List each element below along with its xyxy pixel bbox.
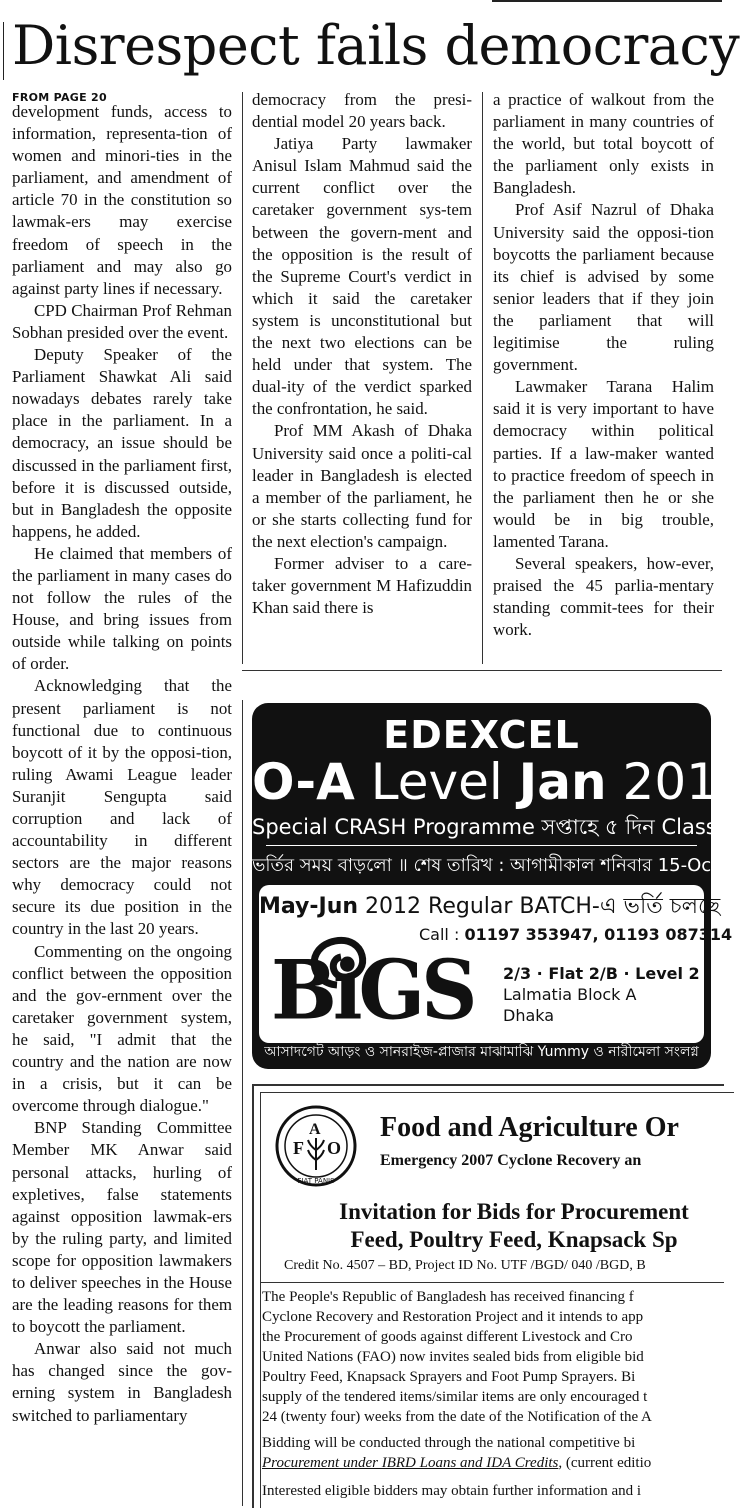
paragraph: Jatiya Party lawmaker Anisul Islam Mahmud said the current conflict over the caretaker government sys-tem between the govern-ment and the opposition is the result of the Supreme Court's verdict in which it said the caretaker system is unconstitutional but the next two elections can be held under that system. The dual-ity of the verdict sparked the confrontation, he said. — [252, 134, 472, 419]
continuation-kicker: FROM PAGE 20 — [12, 91, 107, 104]
article-column-1 — [12, 101, 232, 1427]
ad-phone: Call : 01197 353947, 01193 087314 — [419, 925, 733, 944]
ad-white-panel — [259, 885, 733, 1043]
body-line: Cyclone Recovery and Restoration Project and it intends to app — [262, 1309, 644, 1325]
body-line: United Nations (FAO) now invites sealed bids from eligible bid — [262, 1349, 644, 1365]
fao-project-name: Emergency 2007 Cyclone Recovery an — [380, 1152, 642, 1169]
fao-bid-notice — [252, 1084, 724, 1508]
ad-location-footer: আসাদগেট আড়ং ও সানরাইজ-প্লাজার মাঝামাঝি Yummy ও নারীমেলা সংলগ্ন — [264, 1044, 699, 1060]
column-rule — [242, 700, 243, 1506]
headline: Disrespect fails democracy — [12, 14, 740, 77]
paragraph: democracy from the presi-dential model 20 years back. — [252, 90, 472, 132]
svg-text:F: F — [293, 1138, 304, 1158]
body-line: The People's Republic of Bangladesh has received financing f — [262, 1289, 634, 1305]
fao-notice-body — [262, 1287, 742, 1501]
paragraph: Anwar also said not much has changed since the gov-erning system in Bangladesh switched to parliamentary — [12, 1339, 232, 1425]
ad-address: 2/3 · Flat 2/B · Level 2 Lalmatia Block A Dhaka — [503, 964, 700, 1025]
fao-logo-icon — [274, 1104, 358, 1188]
body-line: supply of the tendered items/similar items are only encouraged t — [262, 1389, 648, 1405]
edexcel-advertisement — [252, 703, 750, 1069]
fao-notice-title: Invitation for Bids for Procurement Feed, Poultry Feed, Knapsack Sp — [339, 1199, 689, 1252]
paragraph: CPD Chairman Prof Rehman Sobhan presided over the event. — [12, 300, 232, 342]
paragraph: Commenting on the ongoing conflict between the opposition and the gov-ernment over the caretaker government system, he said, "I admit that the country and the nation are now in a crisis, but it can be overcome through dialogue." — [12, 941, 232, 1116]
ad-batch-line: May-Jun 2012 Regular BATCH-এ ভর্তি চলছে — [259, 894, 721, 919]
column-rule — [242, 92, 243, 664]
body-line: 24 (twenty four) weeks from the date of the Notification of the A — [262, 1409, 652, 1425]
bigs-logo-text: BiGS — [271, 942, 474, 1039]
bidding-line: Bidding will be conducted through the national competitive bi — [262, 1435, 636, 1451]
left-rule — [3, 22, 4, 80]
fao-organization-name: Food and Agriculture Or — [380, 1112, 679, 1143]
article-column-2 — [252, 89, 472, 619]
svg-text:O: O — [327, 1138, 342, 1158]
fao-credit-number: Credit No. 4507 – BD, Project ID No. UTF /BGD/ 040 /BGD, B — [284, 1258, 646, 1273]
paragraph: Several speakers, how-ever, praised the 45 parlia-mentary standing commit-tees for their work. — [493, 553, 714, 640]
ad-brand: EDEXCEL — [383, 713, 580, 757]
ad-deadline: ভর্তির সময় বাড়লো ॥ শেষ তারিখ : আগামীকাল শনিবার 15-Oct-11 — [252, 855, 748, 876]
ad-crash-programme: Special CRASH Programme সপ্তাহে ৫ দিন Class — [252, 815, 717, 839]
ad-divider — [266, 845, 697, 846]
paragraph: BNP Standing Committee Member MK Anwar said personal attacks, hurling of expletives, false statements against opposition lawmak-ers by the ruling party, and limited scope for opposition lawmakers to deliver speeches in the House are the leading reasons for them to boycott the parliament. — [12, 1118, 232, 1337]
paragraph: Deputy Speaker of the Parliament Shawkat Ali said nowadays debates rarely take place in the parliament. In a democracy, an issue should be discussed in the parliament first, before it is discussed outside, but in Bangladesh the opposite happens, he added. — [12, 345, 232, 541]
top-rule — [492, 0, 722, 2]
ad-level-line: O-A Level Jan 2012 — [252, 753, 750, 811]
interest-line: Interested eligible bidders may obtain further information and i — [262, 1483, 642, 1499]
notice-rule — [260, 1282, 724, 1283]
svg-text:FIAT PANIS: FIAT PANIS — [297, 1177, 335, 1185]
paragraph: Prof Asif Nazrul of Dhaka University said the opposi-tion boycotts the parliament because its chief is advised by some senior leaders that if they join the parliament that will legitimise the ruling government. — [493, 200, 714, 375]
paragraph: Prof MM Akash of Dhaka University said once a politi-cal leader in Bangladesh is elected a member of the parliament, he or she starts collecting fund for the next election's campaign. — [252, 421, 472, 551]
paragraph: Former adviser to a care-taker government M Hafizuddin Khan said there is — [252, 553, 472, 618]
paragraph: a practice of walkout from the parliament in many countries of the world, but total boycott of the parliament only exists in Bangladesh. — [493, 90, 714, 198]
paragraph: development funds, access to information, representa-tion of women and minori-ties in the parliament, and amendment of article 70 in the constitution so lawmak-ers may exercise freedom of speech in the parliament and may also go against party lines if necessary. — [12, 102, 232, 298]
paragraph: He claimed that members of the parliament in many cases do not follow the rules of the House, and bring issues from outside while talking on points of order. — [12, 543, 232, 674]
bidding-reference: Procurement under IBRD Loans and IDA Credits, (current editio — [262, 1455, 652, 1471]
paragraph: Lawmaker Tarana Halim said it is very important to have democracy within political parties. If a law-maker wanted to practice freedom of speech in the parliament then he or she would be in big trouble, lamented Tarana. — [493, 377, 714, 551]
paragraph: Acknowledging that the present parliament is not functional due to continuous boycott of it by the opposi-tion, ruling Awami League leader Suranjit Sengupta said corruption and lack of accountability in different sectors are the major reasons why democracy could not secure its due position in the country in the last 20 years. — [12, 676, 232, 939]
body-line: Poultry Feed, Knapsack Sprayers and Foot Pump Sprayers. Bi — [262, 1369, 636, 1385]
article-column-3 — [493, 89, 714, 641]
body-line: the Procurement of goods against different Livestock and Cro — [262, 1329, 633, 1345]
column-rule — [482, 92, 483, 664]
article-end-rule — [242, 670, 722, 671]
svg-text:A: A — [309, 1121, 321, 1138]
